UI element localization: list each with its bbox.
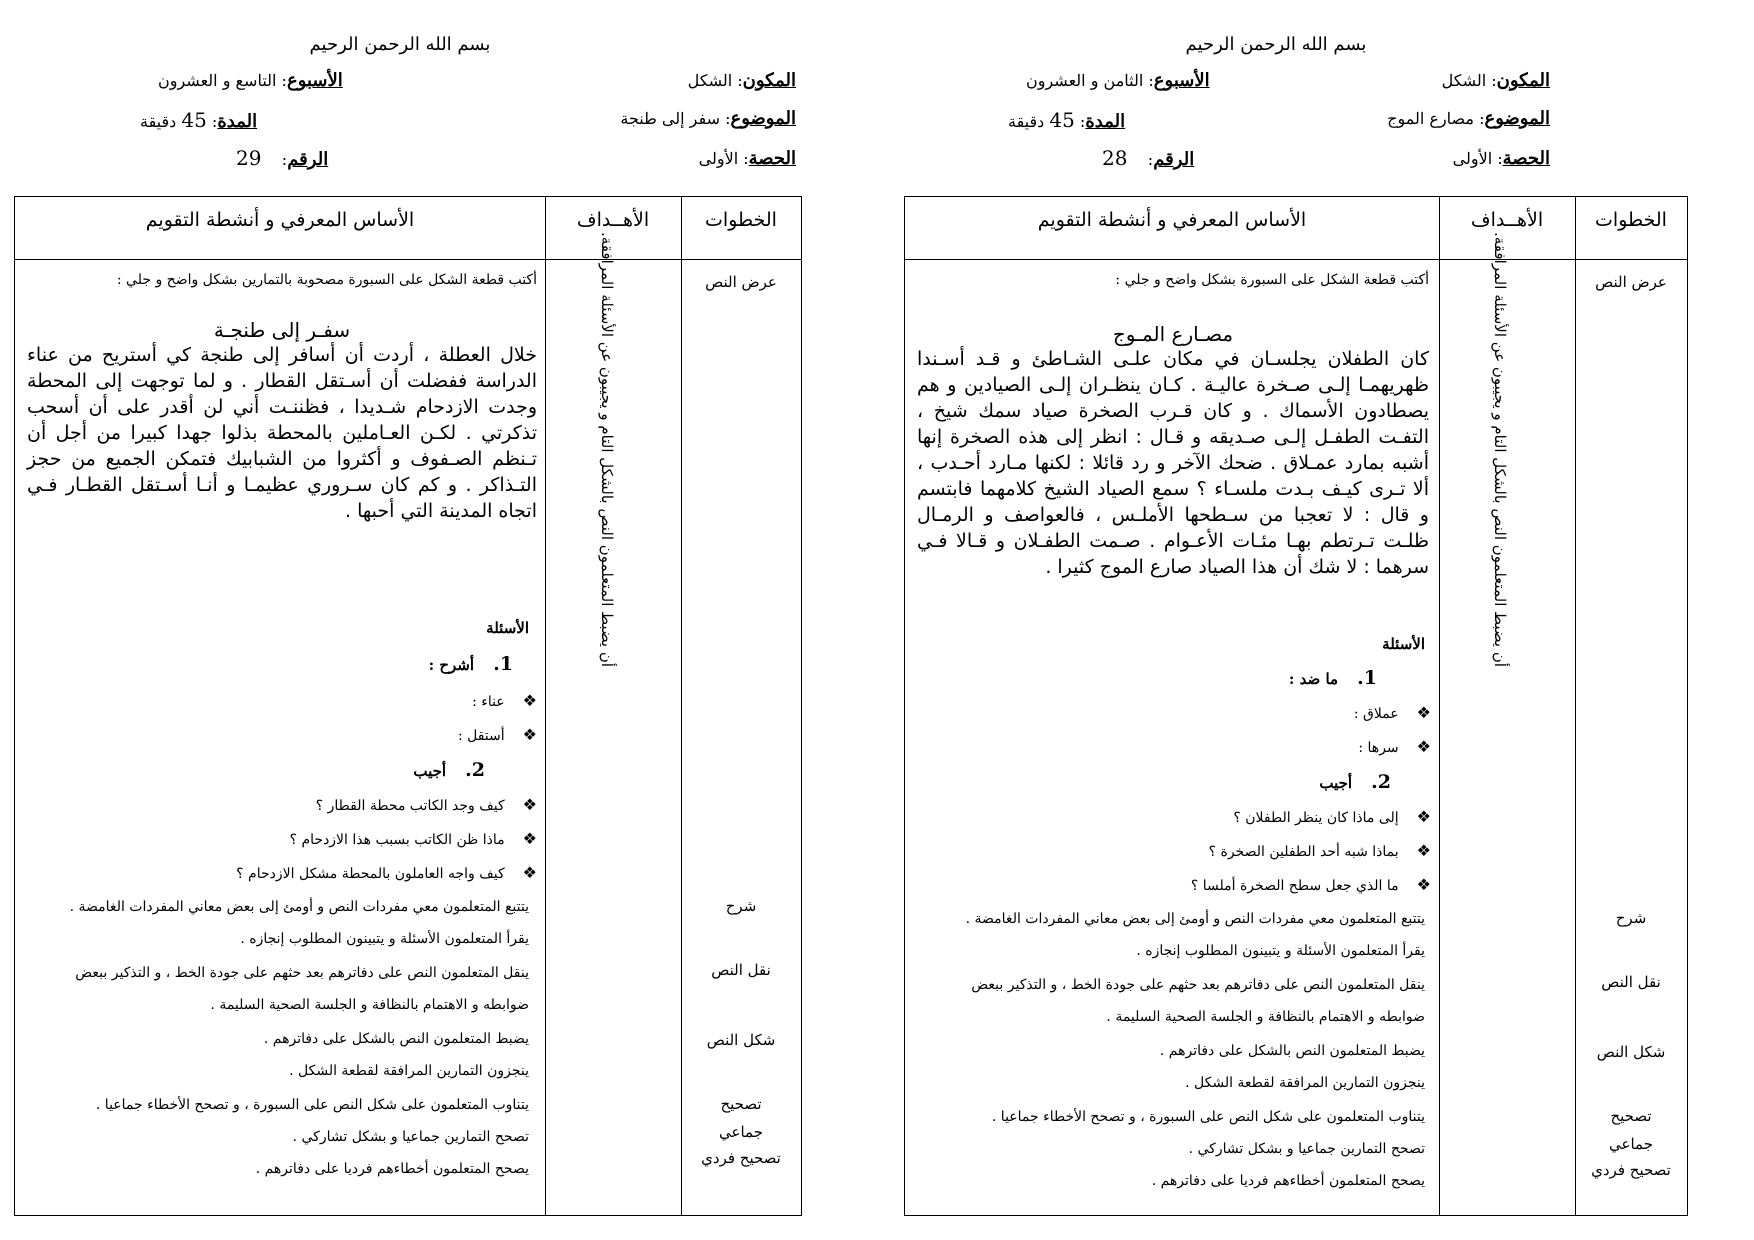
duration-field: المدة: 45 دقيقة [1008,108,1126,132]
step-copy: نقل النص [711,961,771,979]
number-field: الرقم: 29 [236,146,329,170]
intro-instruction: أكتب قطعة الشكل على السبورة مصحوبة بالتمارين بشكل واضح و جلي : [116,272,537,288]
component-field: المكون: الشكل [687,70,796,91]
q2-item: ❖ما الذي جعل سطح الصخرة أملسا ؟ [1190,875,1431,894]
step-explain: شرح [1615,909,1647,927]
step-explain: شرح [725,897,757,915]
activity-line: تصحح التمارين جماعيا و بشكل تشاركي . [292,1129,529,1145]
activity-line: يصحح المتعلمون أخطاءهم فرديا على دفاترهم . [1151,1173,1425,1189]
step-individual: تصحيح فردي [1591,1161,1671,1179]
q1-item: ❖عناء : [472,691,537,710]
header-goals: الأهــداف [1470,209,1544,231]
passage-title: مصـارع المـوج [1112,322,1234,346]
basmala: بسم الله الرحمن الرحيم [309,34,491,55]
lesson-table [14,196,802,1216]
step-collective: جماعي [1609,1135,1653,1153]
header-basis: الأساس المعرفي و أنشطة التقويم [145,209,415,231]
step-collective: جماعي [719,1123,763,1141]
activity-line: ينقل المتعلمون النص على دفاترهم بعد حثهم على جودة الخط ، و التذكير ببعض [971,977,1425,993]
q2-item: ❖إلى ماذا كان ينظر الطفلان ؟ [1233,807,1431,826]
intro-instruction: أكتب قطعة الشكل على السبورة بشكل واضح و جلي : [1115,272,1429,288]
step-present: عرض النص [1595,273,1667,291]
step-copy: نقل النص [1601,973,1661,991]
component-field: المكون: الشكل [1441,70,1550,91]
q1-item: ❖عملاق : [1353,703,1431,722]
q2-item: ❖كيف وجد الكاتب محطة القطار ؟ [315,795,537,814]
header-goals: الأهــداف [576,209,650,231]
step-individual: تصحيح فردي [701,1149,781,1167]
passage-text: خلال العطلة ، أردت أن أسافر إلى طنجة كي أستريح من عناء الدراسة ففضلت أن أسـتقل القطار . و لما توجهت إلى المحطة وجدت الازدحام شـديدا ، فظننـت أني لن أقدر على أن أسحب تذكرتي . لكـن العـاملين بالمحطة بذلوا جهدا كبيرا من أجل أن تـنظم الصـفوف و أكثروا من الشبابيك فتمكن الجميع من حجز التـذاكر . و كم كان سـروري عظيمـا و أنـا أسـتقل القطـار فـي اتجاه المدينة التي أحبها . [27,344,537,522]
topic-field: الموضوع: سفر إلى طنجة [620,108,796,129]
diamond-bullet-icon: ❖ [1416,737,1431,756]
diamond-bullet-icon: ❖ [1416,807,1431,826]
header-steps: الخطوات [705,209,777,231]
header-steps: الخطوات [1595,209,1667,231]
lesson-sheet-29 [0,0,800,1240]
activity-line: يضبط المتعلمون النص بالشكل على دفاترهم . [1159,1043,1425,1059]
goal-text: أن يضبط المتعلمون النص بالشكل التام و يجيبون عن الأسئلة المرافقة. [598,231,616,667]
step-present: عرض النص [705,273,777,291]
session-field: الحصة: الأولى [698,148,796,169]
lesson-sheet-28 [890,0,1690,1240]
goal-text: أن يضبط المتعلمون النص بالشكل التام و يجيبون عن الأسئلة المرافقة. [1491,231,1509,667]
activity-line: يتتبع المتعلمون معي مفردات النص و أومئ إلى بعض معاني المفردات الغامضة . [965,911,1425,927]
questions-label: الأسئلة [1382,635,1425,653]
step-correct: تصحيح [1610,1107,1652,1125]
activity-line: تصحح التمارين جماعيا و بشكل تشاركي . [1188,1141,1425,1157]
passage-text: كان الطفلان يجلسـان في مكان علـى الشـاطئ و قـد أسـندا ظهريهمـا إلـى صـخرة عاليـة . كـان ينظـران إلـى الصيادين و هم يصطادون الأسماك . و كان قـرب الصخرة صياد سمك شيخ ، التفـت الطفـل إلـى صـديقه و قـال : انظر إلى هذه الصخرة إنها أشبه بمارد عمـلاق . ضحك الآخر و رد قائلا : لكنها مـارد أحـدب ، ألا تـرى كيـف بـدت ملسـاء ؟ سمع الصياد الشيخ كلامهما فابتسم و قال : لا تعجبا من سـطحها الأملـس ، فالعواصف و الرمـال ظلـت تـرتطم بهـا مئـات الأعـوام . صـمت الطفـلان و قـالا فـي سرهما : لا شك أن هذا الصياد صارع الموج كثيرا . [917,348,1429,578]
activity-line: ضوابطه و الاهتمام بالنظافة و الجلسة الصحية السليمة . [210,997,529,1013]
activity-line: يتناوب المتعلمون على شكل النص على السبورة ، و تصحح الأخطاء جماعيا . [991,1109,1425,1125]
question-2: 2. أجيب [1319,771,1391,793]
diamond-bullet-icon: ❖ [522,829,537,848]
q1-item: ❖أستقل : [457,725,537,744]
question-1: 1. أشرح : [428,653,513,675]
week-field: الأسبوع: الثامن و العشرون [1026,70,1210,91]
lesson-table [904,196,1688,1216]
diamond-bullet-icon: ❖ [1416,703,1431,722]
activity-line: ينقل المتعلمون النص على دفاترهم بعد حثهم على جودة الخط ، و التذكير ببعض [75,965,529,981]
activity-line: يتناوب المتعلمون على شكل النص على السبورة ، و تصحح الأخطاء جماعيا . [95,1097,529,1113]
q2-item: ❖بماذا شبه أحد الطفلين الصخرة ؟ [1208,841,1431,860]
questions-label: الأسئلة [486,619,529,637]
q2-item: ❖كيف واجه العاملون بالمحطة مشكل الازدحام ؟ [236,863,537,882]
topic-field: الموضوع: مصارع الموج [1387,108,1550,129]
question-2: 2. أجيب [413,759,485,781]
activity-line: ضوابطه و الاهتمام بالنظافة و الجلسة الصحية السليمة . [1106,1009,1425,1025]
diamond-bullet-icon: ❖ [1416,841,1431,860]
activity-line: ينجزون التمارين المرافقة لقطعة الشكل . [289,1063,529,1079]
diamond-bullet-icon: ❖ [522,863,537,882]
diamond-bullet-icon: ❖ [522,691,537,710]
step-correct: تصحيح [720,1095,762,1113]
activity-line: يصحح المتعلمون أخطاءهم فرديا على دفاترهم . [255,1161,529,1177]
basmala: بسم الله الرحمن الرحيم [1185,34,1367,55]
diamond-bullet-icon: ❖ [522,725,537,744]
activity-line: يتتبع المتعلمون معي مفردات النص و أومئ إلى بعض معاني المفردات الغامضة . [69,899,529,915]
q2-item: ❖ماذا ظن الكاتب بسبب هذا الازدحام ؟ [289,829,537,848]
diamond-bullet-icon: ❖ [1416,875,1431,894]
diamond-bullet-icon: ❖ [522,795,537,814]
header-basis: الأساس المعرفي و أنشطة التقويم [1037,209,1307,231]
activity-line: يقرأ المتعلمون الأسئلة و يتبينون المطلوب إنجازه . [240,931,529,947]
activity-line: ينجزون التمارين المرافقة لقطعة الشكل . [1185,1075,1425,1091]
duration-field: المدة: 45 دقيقة [140,108,258,132]
session-field: الحصة: الأولى [1452,148,1550,169]
step-vocalize: شكل النص [706,1031,776,1049]
step-vocalize: شكل النص [1596,1043,1666,1061]
number-field: الرقم: 28 [1102,146,1195,170]
activity-line: يقرأ المتعلمون الأسئلة و يتبينون المطلوب إنجازه . [1136,943,1425,959]
q1-item: ❖سرها : [1358,737,1431,756]
activity-line: يضبط المتعلمون النص بالشكل على دفاترهم . [263,1031,529,1047]
week-field: الأسبوع: التاسع و العشرون [158,70,343,91]
passage-title: سفـر إلى طنجـة [213,318,351,342]
question-1: 1. ما ضد : [1288,667,1377,689]
